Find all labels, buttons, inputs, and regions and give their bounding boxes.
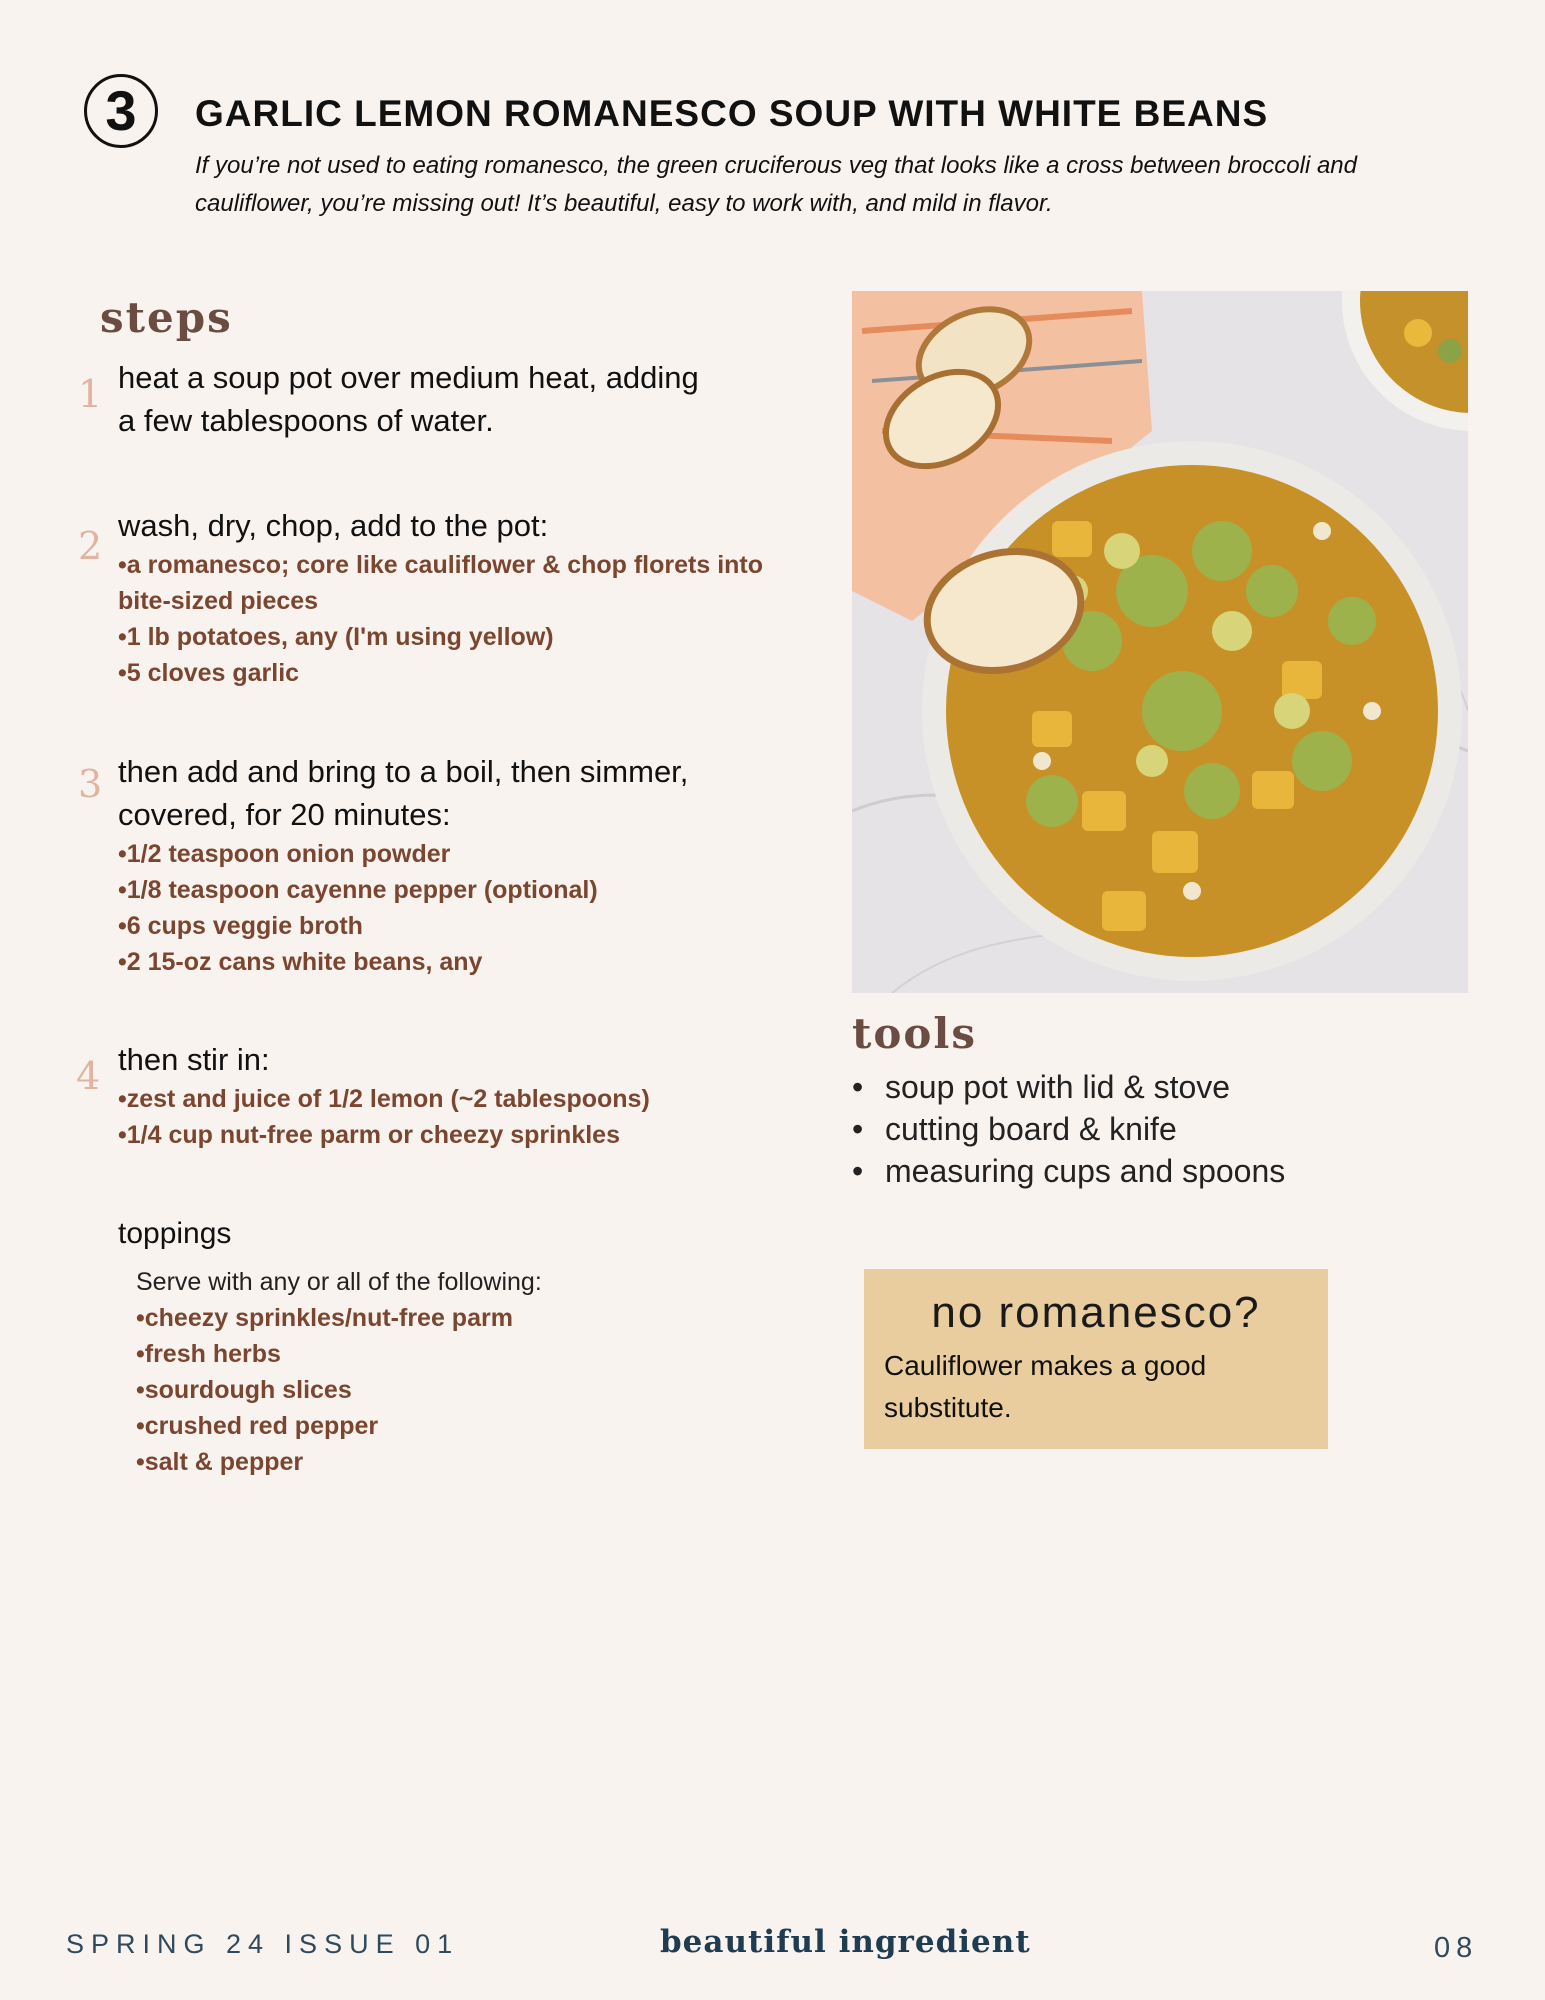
step-number: 2 <box>78 524 103 568</box>
topping-item: •sourdough slices <box>136 1376 352 1404</box>
steps-heading: steps <box>100 293 233 342</box>
ingredient-line: bite-sized pieces <box>118 587 319 615</box>
toppings-intro: Serve with any or all of the following: <box>136 1268 542 1296</box>
step-instruction: then stir in: <box>118 1042 270 1077</box>
tool-item: • cutting board & knife <box>852 1108 1285 1150</box>
step-2 <box>118 504 763 691</box>
step-1 <box>118 356 699 442</box>
ingredient-line: •6 cups veggie broth <box>118 912 363 940</box>
ingredient-line: •zest and juice of 1/2 lemon (~2 tablespoons) <box>118 1085 650 1113</box>
ingredient-line: •5 cloves garlic <box>118 659 300 687</box>
tools-heading: tools <box>852 1009 978 1058</box>
recipe-title: GARLIC LEMON ROMANESCO SOUP WITH WHITE BEANS <box>195 93 1269 134</box>
ingredient-line: •1 lb potatoes, any (I'm using yellow) <box>118 623 554 651</box>
step-number: 1 <box>78 372 103 416</box>
topping-item: •salt & pepper <box>136 1448 304 1476</box>
recipe-number-badge <box>84 74 158 148</box>
callout-body: Cauliflower makes a good substitute. <box>884 1350 1207 1423</box>
topping-item: •crushed red pepper <box>136 1412 379 1440</box>
ingredient-line: •1/8 teaspoon cayenne pepper (optional) <box>118 876 598 904</box>
step-instruction: wash, dry, chop, add to the pot: <box>118 508 549 543</box>
step-number: 4 <box>76 1054 101 1098</box>
footer-issue: SPRING 24 ISSUE 01 <box>66 1929 460 1959</box>
step-instruction: covered, for 20 minutes: <box>118 797 451 832</box>
step-instruction: then add and bring to a boil, then simmer, <box>118 754 689 789</box>
topping-item: •fresh herbs <box>136 1340 281 1368</box>
footer-brand: beautiful ingredient <box>660 1924 1031 1960</box>
toppings-list <box>136 1264 542 1480</box>
step-3 <box>118 750 688 980</box>
ingredient-line: •a romanesco; core like cauliflower & chop florets into <box>118 551 764 579</box>
ingredient-line: •2 15-oz cans white beans, any <box>118 948 483 976</box>
toppings-title: toppings <box>118 1217 232 1250</box>
substitution-callout <box>864 1269 1328 1449</box>
recipe-number: 3 <box>105 79 137 142</box>
tool-item: • soup pot with lid & stove <box>852 1066 1285 1108</box>
step-4 <box>118 1038 650 1153</box>
ingredient-line: •1/4 cup nut-free parm or cheezy sprinkles <box>118 1121 620 1149</box>
page-number: 08 <box>1434 1932 1479 1964</box>
step-instruction: a few tablespoons of water. <box>118 403 494 438</box>
ingredient-line: •1/2 teaspoon onion powder <box>118 840 451 868</box>
step-instruction: heat a soup pot over medium heat, adding <box>118 360 699 395</box>
callout-title: no romanesco? <box>931 1288 1261 1337</box>
soup-photo <box>852 291 1468 993</box>
topping-item: •cheezy sprinkles/nut-free parm <box>136 1304 513 1332</box>
recipe-intro: If you’re not used to eating romanesco, the green cruciferous veg that looks like a cross between broccoli and cauliflower, you’re missing out! It’s beautiful, easy to work with, and mild in flavor. <box>195 152 1357 217</box>
toppings-section <box>118 1214 231 1254</box>
step-number: 3 <box>78 762 103 806</box>
tools-list <box>852 1066 1285 1192</box>
tool-item: • measuring cups and spoons <box>852 1150 1285 1192</box>
